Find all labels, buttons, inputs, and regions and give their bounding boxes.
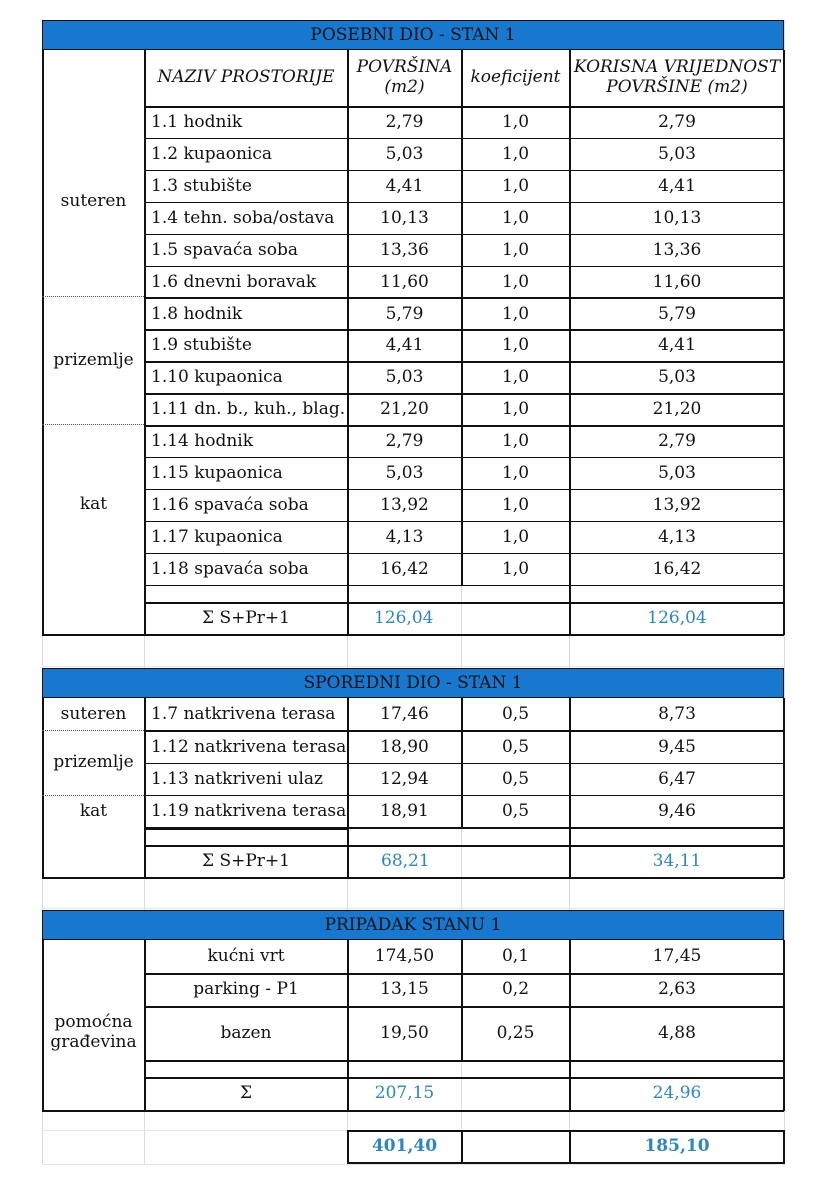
header-korisna — [570, 50, 784, 106]
row-name: 1.8 hodnik — [151, 303, 243, 324]
row-useful: 5,03 — [658, 463, 696, 484]
sporedni-sum-label: Σ S+Pr+1 — [202, 850, 290, 871]
row-area: 17,46 — [380, 704, 429, 725]
row-coef: 1,0 — [501, 303, 530, 324]
row-coef: 0,5 — [501, 704, 530, 725]
row-useful: 5,03 — [658, 367, 696, 388]
group-kat: kat — [79, 494, 108, 515]
row-name: kućni vrt — [207, 946, 285, 967]
row-area: 18,90 — [380, 736, 429, 757]
header-povrsina — [348, 50, 461, 106]
row-name: 1.7 natkrivena terasa — [151, 704, 336, 725]
row-area: 11,60 — [380, 271, 429, 292]
pripadak-sum-useful: 24,96 — [652, 1083, 702, 1104]
row-coef: 0,2 — [501, 979, 530, 1000]
sporedni-group-suteren: suteren — [60, 703, 127, 724]
row-useful: 2,63 — [658, 979, 696, 1000]
grand-total-useful: 185,10 — [644, 1136, 710, 1157]
row-area: 5,03 — [385, 463, 424, 484]
row-coef: 1,0 — [501, 112, 530, 133]
sporedni-sum-useful: 34,11 — [652, 850, 702, 871]
row-coef: 1,0 — [501, 558, 530, 579]
row-coef: 1,0 — [501, 431, 530, 452]
sporedni-group-kat: kat — [79, 801, 108, 822]
row-coef: 1,0 — [501, 175, 530, 196]
section-title-posebni: POSEBNI DIO - STAN 1 — [42, 20, 784, 50]
row-area: 13,15 — [380, 979, 429, 1000]
pripadak-group-l1: pomoćna — [54, 1012, 133, 1033]
row-useful: 2,79 — [658, 431, 696, 452]
row-area: 4,41 — [385, 335, 424, 356]
row-name: 1.9 stubište — [151, 335, 252, 356]
row-coef: 1,0 — [501, 526, 530, 547]
row-useful: 4,13 — [658, 526, 696, 547]
row-area: 5,03 — [385, 367, 424, 388]
row-area: 21,20 — [380, 399, 429, 420]
row-useful: 13,36 — [652, 239, 702, 260]
row-name: 1.15 kupaonica — [151, 463, 283, 484]
row-name: 1.12 natkrivena terasa — [151, 736, 347, 757]
row-name: 1.17 kupaonica — [151, 526, 283, 547]
row-useful: 5,79 — [658, 303, 696, 324]
header-povrsina-l1: POVRŠINA — [356, 57, 453, 78]
row-area: 2,79 — [385, 112, 424, 133]
header-povrsina-l2: (m2) — [384, 77, 425, 97]
row-name: 1.18 spavaća soba — [151, 558, 309, 579]
section-title-sporedni: SPOREDNI DIO - STAN 1 — [42, 668, 784, 698]
row-area: 19,50 — [380, 1022, 429, 1043]
row-coef: 1,0 — [501, 239, 530, 260]
row-area: 4,41 — [385, 175, 424, 196]
row-name: 1.3 stubište — [151, 175, 252, 196]
pripadak-sum-label: Σ — [239, 1083, 253, 1104]
row-area: 174,50 — [374, 946, 435, 967]
grand-total-area: 401,40 — [371, 1136, 438, 1157]
row-name: 1.1 hodnik — [151, 112, 243, 133]
row-area: 18,91 — [380, 801, 429, 822]
row-useful: 2,79 — [658, 112, 696, 133]
row-coef: 1,0 — [501, 144, 530, 165]
row-useful: 4,88 — [658, 1022, 696, 1043]
header-korisna-l1: KORISNA VRIJEDNOST — [573, 57, 781, 78]
row-name: 1.13 natkriveni ulaz — [151, 768, 323, 789]
row-coef: 1,0 — [501, 399, 530, 420]
row-area: 16,42 — [380, 558, 429, 579]
row-name: 1.10 kupaonica — [151, 367, 283, 388]
row-area: 5,79 — [385, 303, 424, 324]
sporedni-group-prizemlje: prizemlje — [53, 752, 134, 773]
row-name: parking - P1 — [193, 979, 299, 1000]
row-coef: 1,0 — [501, 494, 530, 515]
row-useful: 9,45 — [658, 736, 696, 757]
row-area: 13,92 — [380, 494, 429, 515]
row-name: 1.11 dn. b., kuh., blag. — [151, 399, 346, 420]
row-coef: 1,0 — [501, 207, 530, 228]
row-area: 13,36 — [380, 239, 429, 260]
row-useful: 6,47 — [658, 768, 696, 789]
row-name: 1.14 hodnik — [151, 431, 254, 452]
header-koeficijent: koeficijent — [470, 67, 561, 88]
row-useful: 17,45 — [652, 946, 702, 967]
row-area: 5,03 — [385, 144, 424, 165]
sporedni-sum-area: 68,21 — [381, 850, 430, 871]
row-useful: 4,41 — [658, 175, 696, 196]
row-area: 10,13 — [380, 207, 429, 228]
pripadak-group — [43, 1006, 144, 1060]
pripadak-group-l2: građevina — [50, 1032, 137, 1052]
header-korisna-l2: POVRŠINE (m2) — [606, 77, 748, 97]
row-name: 1.19 natkrivena terasa — [151, 801, 347, 822]
posebni-sum-useful: 126,04 — [647, 607, 707, 628]
row-useful: 16,42 — [652, 558, 702, 579]
group-prizemlje: prizemlje — [53, 349, 134, 370]
row-name: 1.2 kupaonica — [151, 144, 272, 165]
row-useful: 21,20 — [652, 399, 702, 420]
row-name: 1.4 tehn. soba/ostava — [151, 207, 335, 228]
row-name: bazen — [220, 1022, 272, 1043]
row-useful: 10,13 — [652, 207, 702, 228]
group-suteren: suteren — [60, 190, 127, 211]
pripadak-sum-area: 207,15 — [374, 1083, 435, 1104]
row-coef: 0,5 — [501, 768, 530, 789]
row-coef: 0,1 — [501, 946, 530, 967]
row-name: 1.6 dnevni boravak — [151, 271, 317, 292]
row-useful: 9,46 — [658, 801, 696, 822]
section-title-pripadak: PRIPADAK STANU 1 — [42, 910, 784, 940]
row-useful: 5,03 — [658, 144, 696, 165]
row-coef: 1,0 — [501, 463, 530, 484]
row-name: 1.16 spavaća soba — [151, 494, 309, 515]
posebni-sum-area: 126,04 — [374, 607, 434, 628]
row-useful: 4,41 — [658, 335, 696, 356]
row-useful: 13,92 — [652, 494, 702, 515]
header-naziv: NAZIV PROSTORIJE — [157, 67, 335, 88]
row-name: 1.5 spavaća soba — [151, 239, 298, 260]
row-coef: 0,5 — [501, 801, 530, 822]
row-area: 4,13 — [385, 526, 424, 547]
row-useful: 8,73 — [658, 704, 696, 725]
row-coef: 0,25 — [496, 1022, 535, 1043]
posebni-sum-label: Σ S+Pr+1 — [202, 607, 290, 628]
row-coef: 1,0 — [501, 335, 530, 356]
row-area: 2,79 — [385, 431, 424, 452]
row-coef: 1,0 — [501, 367, 530, 388]
row-coef: 1,0 — [501, 271, 530, 292]
row-area: 12,94 — [380, 768, 429, 789]
row-coef: 0,5 — [501, 736, 530, 757]
row-useful: 11,60 — [652, 271, 702, 292]
